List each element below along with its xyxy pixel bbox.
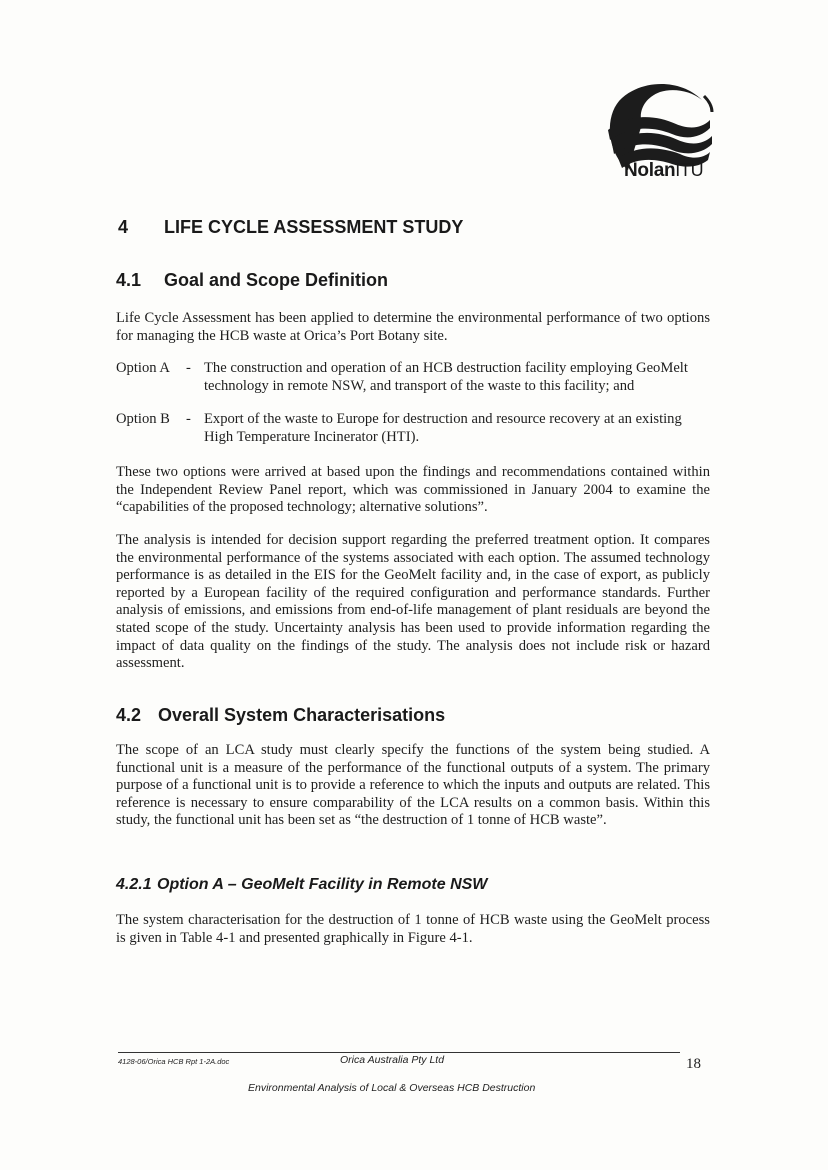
section-title: Overall System Characterisations (158, 705, 446, 725)
option-label: Option B (116, 411, 170, 427)
scope-paragraph: The scope of an LCA study must clearly specify the functions of the system being studied. A functional unit is a measure of the performance of the functional outputs of a system. The primary purpose of a functional unit is to provide a reference to which the inputs and outputs are related. This reference is necessary to ensure comparability of the LCA results on a common basis. Within this study, the functional unit has been set as “the destruction of 1 tonne of HCB waste”. (116, 742, 710, 829)
option-dash: - (186, 411, 191, 427)
section-number: 4.1 (116, 270, 142, 290)
footer-report-title: Environmental Analysis of Local & Overseas HCB Destruction (248, 1082, 536, 1094)
section-number: 4.2.1 (116, 876, 152, 893)
option-text: The construction and operation of an HCB destruction facility employing GeoMelt technology in remote NSW, and transport of the waste to this facility; and (204, 360, 688, 394)
section-number: 4.2 (116, 705, 142, 725)
analysis-paragraph: The analysis is intended for decision support regarding the preferred treatment option. It compares the environmental performance of the systems associated with each option. The assumed technology performance is as detailed in the EIS for the GeoMelt facility and, in the case of export, as publicly reported by a European facility of the required configuration and performance standards. Further analysis of emissions, and emissions from end-of-life management of plant residuals are beyond the stated scope of the study. Uncertainty analysis has been used to provide information regarding the impact of data quality on the findings of the study. The analysis does not include risk or hazard assessment. (116, 532, 710, 672)
options-basis-paragraph: These two options were arrived at based upon the findings and recommendations contained within the Independent Review Panel report, which was commissioned in January 2004 to examine the “capabilities of the proposed technology; alternative solutions”. (116, 464, 710, 516)
section-number: 4 (118, 217, 129, 237)
option-dash: - (186, 360, 191, 376)
option-label: Option A (116, 360, 170, 376)
characterisation-paragraph: The system characterisation for the destruction of 1 tonne of HCB waste using the GeoMelt process is given in Table 4-1 and presented graphically in Figure 4-1. (116, 912, 710, 946)
footer-company: Orica Australia Pty Ltd (340, 1054, 445, 1066)
intro-paragraph: Life Cycle Assessment has been applied to determine the environmental performance of two options for managing the HCB waste at Orica’s Port Botany site. (116, 310, 710, 344)
nolan-itu-logo (598, 74, 714, 186)
logo-name-bold: Nolan (624, 160, 676, 181)
page-number: 18 (686, 1056, 701, 1072)
option-text: Export of the waste to Europe for destruction and resource recovery at an existing High Temperature Incinerator (HTI). (204, 411, 682, 445)
section-title: LIFE CYCLE ASSESSMENT STUDY (164, 217, 464, 237)
logo-wordmark (624, 160, 703, 182)
section-title: Option A – GeoMelt Facility in Remote NSW (157, 876, 488, 893)
footer-doc-ref: 4128-06/Orica HCB Rpt 1-2A.doc (118, 1057, 230, 1066)
logo-name-light: ITU (675, 160, 704, 180)
section-title: Goal and Scope Definition (164, 270, 389, 290)
footer-rule (118, 1052, 680, 1053)
